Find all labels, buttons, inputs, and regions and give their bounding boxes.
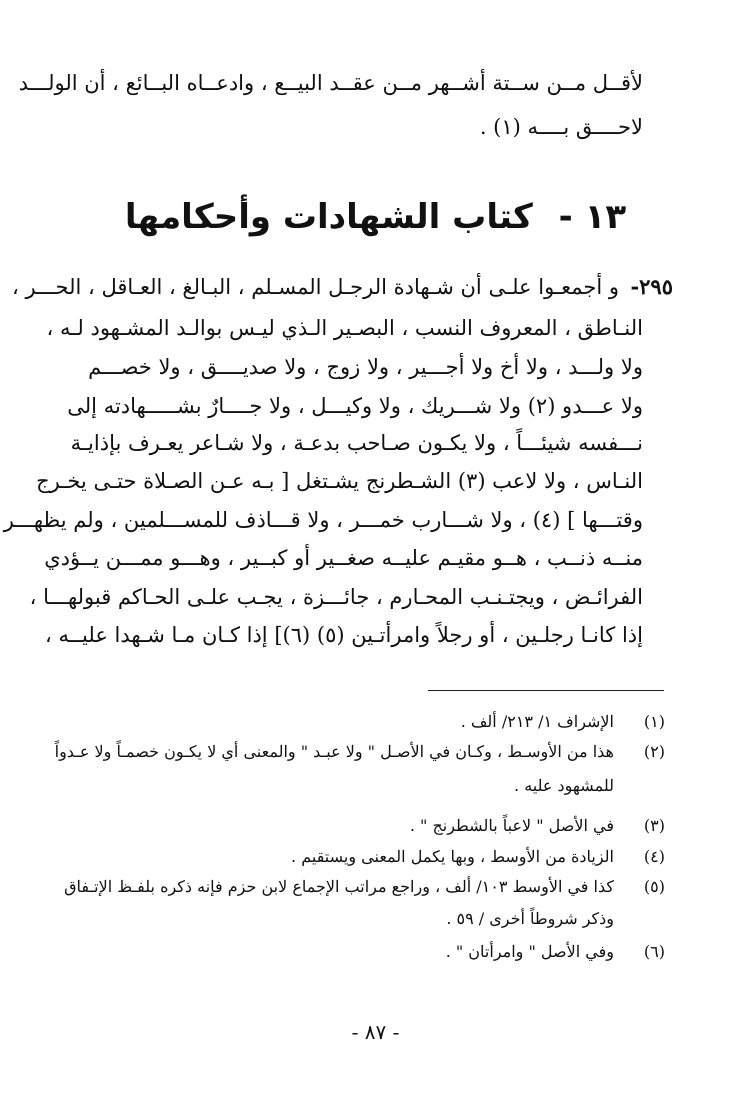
item-line-9: الفرائـض ، ويجتـنـب المحـارم ، جائـــزة ، يجـب علـى الحـاكم قبولهـــا ،	[29, 585, 643, 609]
footnote-text: وفي الأصل " وامرأتان " .	[445, 942, 614, 961]
footnote-text: وذكر شروطاً أخرى / ٥٩ .	[446, 909, 614, 928]
item-line-1: و أجمعـوا علـى أن شـهادة الرجـل المسـلم ، البـالغ ، العـاقل ، الحـــر ،	[12, 275, 619, 299]
footnote-number: (٥)	[643, 877, 665, 896]
item-line-2: النـاطق ، المعروف النسب ، البصـير الـذي ليـس بوالـد المشـهود لـه ،	[46, 316, 643, 340]
footnote-number: (١)	[643, 712, 665, 731]
chapter-heading	[0, 193, 751, 241]
item-line-3: ولا ولـــد ، ولا أخ ولا أجـــير ، ولا زوج ، ولا صديــــق ، ولا خصـــم	[88, 355, 643, 379]
page-number: - ٨٧ -	[351, 1020, 400, 1044]
item-number: ٢٩٥-	[630, 274, 673, 299]
footnote-text: للمشهود عليه .	[514, 776, 614, 795]
footnote-text: الزيادة من الأوسط ، وبها يكمل المعنى ويستقيم .	[291, 847, 614, 866]
intro-line-1: لأقــل مــن ســتة أشــهر مــن عقــد البيــع ، وادعــاه البــائع ، أن الولـــد	[18, 71, 643, 95]
item-line-10: إذا كانـا رجلـين ، أو رجلاً وامرأتـين (٥) (٦)] إذا كـان مـا شـهدا عليــه ،	[45, 623, 643, 647]
item-line-4: ولا عـــدو (٢) ولا شـــريك ، ولا وكيـــل ، ولا جــــارٌ بشـــــهادته إلى	[67, 394, 643, 418]
item-line-6: النـاس ، ولا لاعب (٣) الشـطرنج يشـتغل [ بـه عـن الصـلاة حتـى يخـرج	[36, 469, 643, 493]
item-line-8: منــه ذنــب ، هــو مقيـم عليــه صغــير أو كبــير ، وهـــو ممـــن يــؤدي	[44, 546, 643, 570]
item-line-5: نـــفسه شيئـــاً ، ولا يكـون صـاحب بدعـة ، ولا شـاعر يعـرف بإذايـة	[70, 431, 643, 455]
footnote-text: في الأصل " لاعباً بالشطرنج " .	[409, 816, 614, 835]
item-line-7: وقتـــها ] (٤) ، ولا شـــارب خمـــر ، ولا قـــاذف للمســـلمين ، ولم يظهـــر	[3, 508, 643, 532]
footnote-text: الإشراف ١/ ٢١٣/ ألف .	[460, 712, 614, 731]
footnote-separator	[428, 690, 664, 691]
footnote-number: (٤)	[643, 847, 665, 866]
footnote-text: هذا من الأوسـط ، وكـان في الأصـل " ولا عبـد " والمعنى أي لا يكـون خصمـاً ولا عـدواً	[54, 742, 614, 761]
chapter-title: كتاب الشهادات وأحكامها	[124, 197, 533, 237]
chapter-number: ١٣ -	[558, 197, 627, 237]
footnote-number: (٣)	[643, 816, 665, 835]
footnote-number: (٢)	[643, 742, 665, 761]
footnote-number: (٦)	[643, 942, 665, 961]
intro-line-2: لاحــــق بــــه (١) .	[479, 115, 643, 139]
footnote-text: كذا في الأوسط ١٠٣/ ألف ، وراجع مراتب الإجماع لابن حزم فإنه ذكره بلفـظ الإتـفاق	[64, 877, 614, 896]
